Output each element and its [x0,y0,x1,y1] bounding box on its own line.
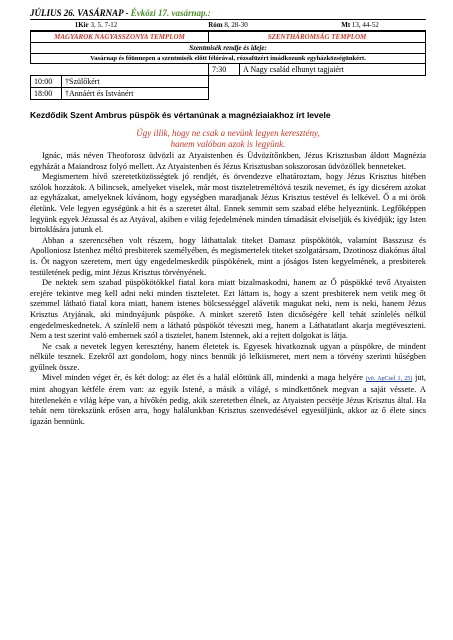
article-title: Kezdődik Szent Ambrus püspök és vértanúnak a magnéziaiakhoz írt levele [30,110,331,120]
paragraph: De nektek sem szabad püspökötökkel fiatal kora miatt bizalmaskodni, hanem az Ő püspökké tevő Atyaisten erejére tekintve meg kell adni neki minden tiszteletet. Ezt láttam is, hogy a szent presbiterek nem vetik meg őt szemmel látható fiatal kora miatt, hanem istenes bölcsességgel alávetik magukat neki, nem is neki, hanem Jézus Krisztus Atyjának, aki mindnyájunk püspöke. A minket szerető Isten dicsőségére kell tehát színlelés nélkül engedelmeskednetek. A színlelő nem a látható püspököt téveszti meg, hanem a Láthatatlant akarja megtéveszteni. Nem a test szerint való embernek szól a tisztelet, hanem Istennek, aki a rejtett dolgokat is látja. [30,278,426,341]
quote-line: hanem valóban azok is legyünk. [170,139,286,149]
church-right: SZENTHÁROMSÁG TEMPLOM [209,32,426,43]
mass-intention: A Nagy család elhunyt tagjaiért [240,64,426,76]
paragraph: Megismertem hívő szeretetközösségtek jó rendjét, és örvendezve elhatároztam, hogy Jézus Krisztus hitében szólok hozzátok. A bilincsek, amelyeket viselek, már most tiszteletreméltóvá teszik nevemet, és így dicsérem azokat az egyházakat, amelyeknek kívánom, hogy egységben maradjanak Jézus Krisztus testével és lelkével. Ő a mi örök életünk. Vele legyen egységünk a hit és a szeretet által. Ennek semmit sem szabad elébe helyeznünk. Legfőképpen legyünk egyek Jézussal és az Atyával, akiben e világ fejedelmének minden támadását elviseljük és kivédjük; így Isten birtoklására jutunk el. [30,172,426,235]
mass-schedule-table [30,31,426,100]
date-text: JÚLIUS 26. VASÁRNAP - [30,8,129,18]
quote-line: Úgy illik, hogy ne csak a nevünk legyen keresztény, [136,128,320,138]
mass-intention: †Szülőkért [62,76,209,88]
paragraph: Ne csak a nevetek legyen keresztény, hanem életetek is. Egyesek hivatkoznak ugyan a püspökre, de mindent nélküle tesznek. Ezekről azt gondolom, hogy nincs bennük jó lelkiismeret, mert nem a törvény szerinti hűségben gyűlnek össze. [30,341,426,372]
rosary-note: Vasárnap és főünnepen a szentmisék előtt félórával, rózsafüzért imádkozunk egyházközségünkért. [31,54,426,64]
date-header [30,8,426,20]
mass-intention: †Annáért és Istvánért [62,88,209,100]
reading-2: Róm 8, 28-30 [208,21,248,29]
church-left: MAGYAROK NAGYASSZONYA TEMPLOM [31,32,209,43]
reading-3: Mt 13, 44-52 [341,21,379,29]
readings-row [30,20,426,31]
bulletin-page [30,8,426,427]
mass-time: 18:00 [31,88,62,100]
mass-time: 7:30 [209,64,240,76]
paragraph: Abban a szerencsében volt részem, hogy láthattalak titeket Damasz püspökötök, valamint Basszusz és Apolloniosz Istenhez méltó presbiterek személyében, és megismertelek titeket szolgatársam, Dzotinosz diakónus által is. Őt nagyon szeretem, mert úgy engedelmeskedik püspökének, mint a jóságos Isten kegyelmének, a presbiterek testületének pedig, mint Jézus Krisztus törvényének. [30,235,426,277]
season-text: Évközi 17. vasárnap [130,8,206,18]
schedule-title: Szentmisék rendje és ideje: [31,43,426,54]
mass-time: 10:00 [31,76,62,88]
reading-1: 1Kir 3, 5. 7-12 [74,21,118,29]
paragraph: Ignác, más néven Theoforosz üdvözli az Atyaistenben és Üdvözítőnkben, Jézus Krisztusban áldott Magnézia egyházát a Maiandrosz folyó mellett. Az Atyaistenben és Jézus Krisztusban sokszorosan üdvözöllek benneteket. [30,151,426,171]
season-suffix: .: [205,8,211,18]
article-quote [30,128,426,150]
paragraph: Mivel minden véget ér, és két dolog: az élet és a halál előttünk áll, mindenki a maga helyére (vö. ApCsel 1, 25) jut, mint ahogyan kétféle érem van: az egyik Istené, a másik a világé, s mindkettőnek megvan a saját véssete. A hitetlenekén e világ képe van, a hívőkén pedig, akik szeretetben élnek, az Atyaisten pecsétje Jézus Krisztus által. Ha tehát nem törekszünk erősen arra, hogy halálunkban Krisztus szenvedésével egyesüljünk, akkor az ő élete sincs igazán bennünk. [30,373,426,426]
scripture-reference-link[interactable]: (vö. ApCsel 1, 25) [365,376,413,383]
